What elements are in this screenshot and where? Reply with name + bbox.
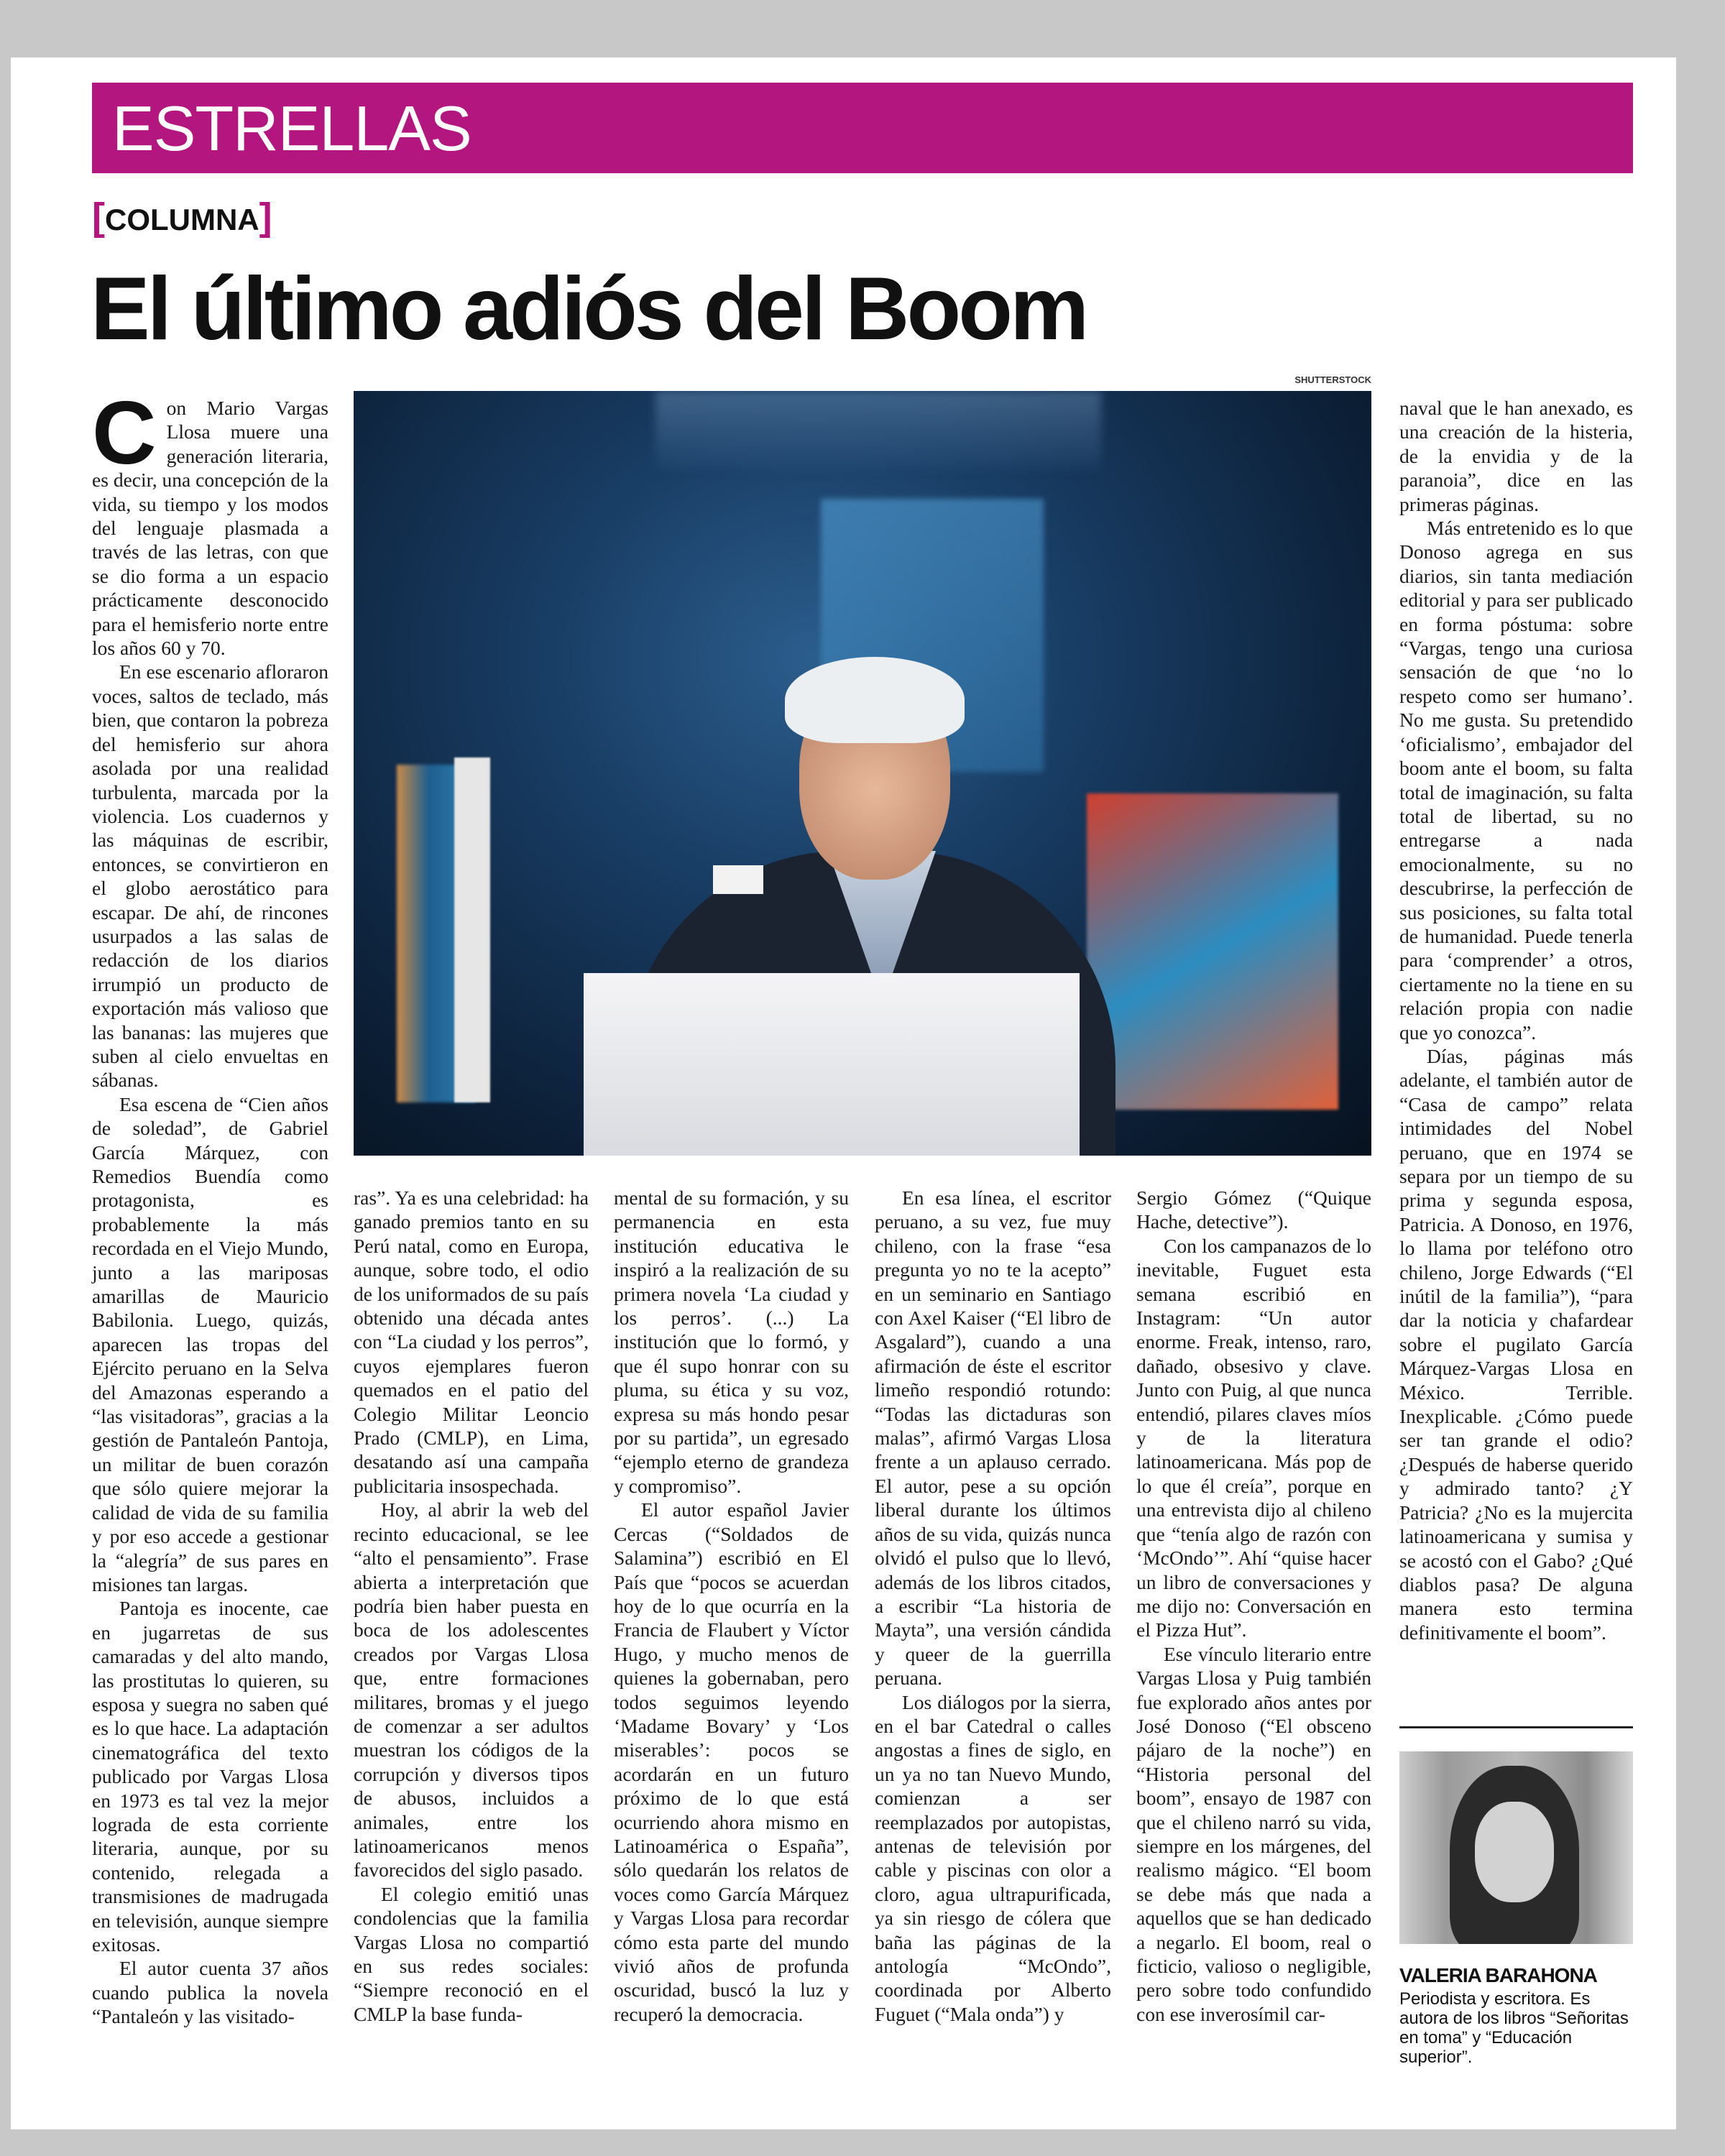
- paragraph: Sergio Gómez (“Quique Hache, detective”).: [1136, 1187, 1371, 1233]
- microphone: [713, 865, 763, 894]
- column-kicker: [92, 195, 272, 241]
- middle-text-column-2: [614, 1186, 849, 2026]
- paragraph: Esa escena de “Cien años de soledad”, de Gabriel García Márquez, con Remedios Buendía como protagonista, es probablemente la más recordada en el Viejo Mundo, junto a las mariposas amarillas de Mauricio Babilonia. Luego, quizás, aparecen las tropas del Ejército peruano en la Selva del Amazonas esperando a “las visitadoras”, gracias a la gestión de Pantaleón Pantoja, un militar de buen corazón que sólo quiere mejorar la calidad de vida de su familia y por eso accede a gestionar la “alegría” de sus pares en misiones tan largas.: [92, 1092, 328, 1595]
- man-hair: [785, 657, 965, 743]
- paragraph: ras”. Ya es una celebridad: ha ganado premios tanto en su Perú natal, como en Europa, aunque, sobre todo, el odio de los uniformados de su país obtenido una década antes con “La ciudad y los perros”, cuyos ejemplares fueron quemados en el patio del Colegio Militar Leoncio Prado (CMLP), en Lima, desatando así una campaña publicitaria insospechada.: [354, 1187, 589, 1497]
- paragraph: El colegio emitió unas condolencias que la familia Vargas Llosa no compartió en sus redes sociales: “Siempre reconoció en el CMLP la base funda-: [354, 1882, 589, 2025]
- section-banner: [92, 83, 1633, 173]
- paragraph: En ese escenario afloraron voces, saltos de teclado, más bien, que contaron la pobreza del hemisferio sur ahora asolada por una realidad turbulenta, marcada por la violencia. Los cuadernos y las máquinas de escribir, entonces, se convirtieron en el globo aerostático para escapar. De ahí, de rincones usurpados a las salas de redacción de los diarios irrumpió un producto de exportación más valioso que las bananas: las mujeres que suben al cielo envueltas en sábanas.: [92, 660, 328, 1092]
- drop-cap: C: [92, 384, 157, 483]
- kicker-bracket-close: ]: [259, 195, 272, 239]
- kicker-label: COLUMNA: [104, 203, 259, 236]
- section-title: ESTRELLAS: [112, 93, 472, 164]
- middle-text-column-1: [354, 1186, 589, 2026]
- headline: El último adiós del Boom: [91, 259, 1087, 359]
- stage-screen-text: [656, 391, 1101, 470]
- author-bio: Periodista y escritora. Es autora de los libros “Señoritas en toma” y “Educación superior”.: [1399, 1989, 1629, 2067]
- middle-text-column-3: [875, 1186, 1111, 2026]
- paragraph: Los diálogos por la sierra, en el bar Catedral o calles angostas a fines de siglo, en un ya no tan Nuevo Mundo, comienzan a ser reemplazados por autopistas, antenas de televisión por cable y piscinas con olor a cloro, agua ultrapurificada, ya sin riesgo de cólera que baña las páginas de la antología “McOndo”, coordinada por Alberto Fuguet (“Mala onda”) y: [875, 1690, 1111, 2025]
- paragraph: El autor español Javier Cercas (“Soldados de Salamina”) escribió en El País que “pocos se acuerdan hoy de lo que ocurría en la Francia de Flaubert y Víctor Hugo, y mucho menos de quienes la gobernaban, pero todos seguimos leyendo ‘Madame Bovary’ y ‘Los miserables’: pocos se acordarán en un futuro próximo de lo que está ocurriendo ahora mismo en Latinoamérica o España”, sólo quedarán los relatos de voces como García Márquez y Vargas Llosa para recordar cómo esta parte del mundo vivió años de profunda oscuridad, buscó la luz y recuperó la democracia.: [614, 1498, 849, 2025]
- photo-credit: SHUTTERSTOCK: [1294, 374, 1371, 385]
- paragraph: mental de su formación, y su permanencia en esta institución educativa le inspiró a la realización de su primera novela ‘La ciudad y los perros’. (...) La institución que lo formó, y que él supo honrar con su pluma, su ética y su voz, expresa su más hondo pesar por su partida”, un egresado “ejemplo eterno de grandeza y compromiso”.: [614, 1187, 849, 1497]
- book-right: [1087, 793, 1338, 1110]
- author-photo: [1399, 1751, 1633, 1944]
- name-placard: [584, 973, 1080, 1156]
- paragraph: Hoy, al abrir la web del recinto educacional, se lee “alto el pensamiento”. Frase abierta a interpretación que podría bien haber puesta en boca de los adolescentes creados por Vargas Llosa que, entre formaciones militares, bromas y el juego de comenzar a ser adultos muestran los códigos de la corrupción y diversos tipos de abusos, incluidos a animales, entre los latinoamericanos menos favorecidos del siglo pasado.: [354, 1498, 589, 1881]
- paragraph: En esa línea, el escritor peruano, a su vez, fue muy chileno, con la frase “esa pregunta yo no te la acepto” en un seminario en Santiago con Axel Kaiser (“El libro de Asgalard”), cuando a una afirmación de éste el escritor limeño respondió rotundo: “Todas las dictaduras son malas”, afirmó Vargas Llosa frente a un aplauso cerrado. El autor, pese a su opción liberal durante los últimos años de su vida, quizás nunca olvidó el pulso que lo llevó, además de los libros citados, a escribir “La historia de Mayta”, una versión cándida y queer de la guerrilla peruana.: [875, 1187, 1111, 1690]
- author-name: VALERIA BARAHONA: [1399, 1964, 1597, 1986]
- divider: [1399, 1726, 1633, 1728]
- paragraph: Pantoja es inocente, cae en jugarretas de sus camaradas y del alto mando, las prostitutas lo quieren, su esposa y suegra no saben qué es lo que hace. La adaptación cinematográfica del texto publicado por Vargas Llosa en 1973 es tal vez la mejor lograda de esta corriente literaria, aunque, por su contenido, relegada a transmisiones de madrugada en televisión, aunque siempre exitosas.: [92, 1597, 328, 1955]
- paragraph: Ese vínculo literario entre Vargas Llosa y Puig también fue explorado años antes por José Donoso (“El obsceno pájaro de la noche”) en “Historia personal del boom”, ensayo de 1987 con que el chileno narró su vida, siempre en los márgenes, del realismo mágico. “El boom se debe más que nada a aquellos que se han dedicado a negarlo. El boom, real o ficticio, valioso o negligible, pero sobre todo confundido con ese inverosímil car-: [1136, 1642, 1371, 2025]
- paragraph: on Mario Vargas Llosa muere una generación literaria, es decir, una concepción de la vida, su tiempo y los modos del lenguaje plasmada a través de las letras, con que se dio forma a un espacio prácticamente desconocido para el hemisferio norte entre los años 60 y 70.: [92, 397, 328, 660]
- main-photo: [354, 391, 1371, 1156]
- right-text-column: [1399, 396, 1633, 1644]
- paragraph: Con los campanazos de lo inevitable, Fuguet esta semana escribió en Instagram: “Un autor enorme. Freak, intenso, raro, dañado, obsesivo y clave. Junto con Puig, al que nunca entendió, pilares claves míos y de la literatura latinoamericana. Más pop de lo que él creía”, porque en una entrevista dijo al chileno que “tenía algo de razón con ‘McOndo’”. Ahí “quise hacer un libro de conversaciones y me dijo no: Conversación en el Pizza Hut”.: [1136, 1234, 1371, 1641]
- paragraph: Más entretenido es lo que Donoso agrega en sus diarios, sin tanta mediación editorial y para ser publicado en forma póstuma: sobre “Vargas, tengo una curiosa sensación de que ‘no lo respeto como ser humano’. No me gusta. Su pretendido ‘oficialismo’, embajador del boom ante el boom, su falta total de imaginación, su falta total de libertad, su no entregarse a nada emocionalmente, su no descubrirse, la perfección de sus posiciones, su falta total de humanidad. Puede tenerla para ‘comprender’ a otros, ciertamente no la tiene en su relación propia con nadie que yo conozca”.: [1399, 517, 1633, 1044]
- left-text-column: [92, 384, 328, 2029]
- paragraph: naval que le han anexado, es una creación de la histeria, de la envidia y de la paranoia”, dice en las primeras páginas.: [1399, 397, 1633, 515]
- paragraph: El autor cuenta 37 años cuando publica la novela “Pantaleón y las visitado-: [92, 1957, 328, 2028]
- kicker-bracket-open: [: [92, 195, 105, 239]
- author-face: [1475, 1802, 1554, 1902]
- middle-text-column-4: [1136, 1186, 1371, 2026]
- paragraph: Días, páginas más adelante, el también autor de “Casa de campo” relata intimidades del Nobel peruano, que en 1974 se separa por un tiempo de su prima y segunda esposa, Patricia. A Donoso, en 1976, lo llama por teléfono otro chileno, Jorge Edwards (“El inútil de la familia”), “para dar la noticia y chafardear sobre el pugilato García Márquez-Vargas Llosa en México. Terrible. Inexplicable. ¿Cómo puede ser tan grande el odio? ¿Después de haberse querido y admirado tanto? ¿Y Patricia? ¿No es la mujercita latinoamericana y sumisa y se acostó con el Gabo? ¿Qué diablos pasa? De alguna manera esto termina definitivamente el boom”.: [1399, 1044, 1633, 1644]
- book-left-white: [454, 757, 490, 1102]
